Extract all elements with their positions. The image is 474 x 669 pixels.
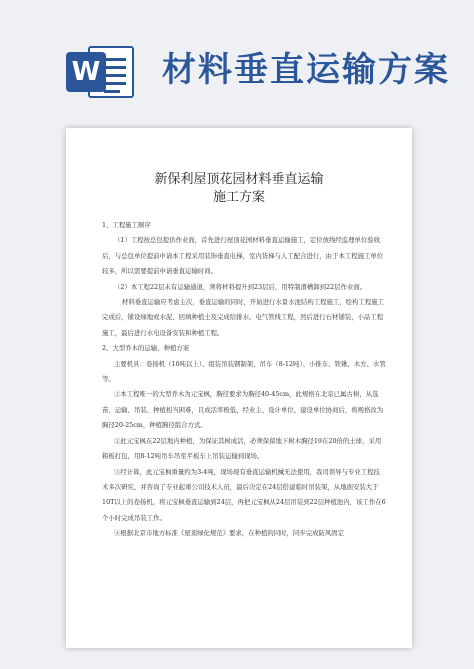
paragraph: ②此元宝枫在22层地内种植，为保证其树成活，必须保留地下树木胸径19在20倍的土球，采用箱板打包，用8-12吨吊车吊至平板车上吊装运输到现场。	[102, 436, 382, 461]
banner	[0, 0, 474, 120]
document-title-line2: 施工方案	[212, 190, 265, 205]
word-logo-icon	[66, 44, 136, 100]
word-badge: W	[66, 52, 106, 92]
paragraph: （2）本工程22层未有运输通道，须将材料提升到23层后，用特制滑槽卸到22层作业面。	[114, 282, 367, 291]
paragraph: ④根据北京市地方标准《屋顶绿化规范》要求，在种植的同时，同步完成防风固定	[114, 529, 345, 538]
section-heading: 2、大型乔木的运输、种植方案	[102, 344, 190, 353]
paragraph: 材料垂直运输应考虑主次，垂直运输的同时，开始进行水景水池结构工程施工，绘构工程施工完成后，铺设绿地或水泥、回填种植土及完成给排水、电气管线工程，然后进行石材铺装，小品工程施工，最后进行水电设备安装和种植工程。	[102, 298, 385, 337]
paragraph: ①本工程唯一的大型乔木为元宝枫，胸径要求为胸径40-45cm，此规格在北京已属古树，从选苗、运输、吊装、种植相当困难，且成活率极低，经业主、设计单位、建设单位协商后，将规格改为胸径20-25cm，种植胸径组合方式。	[102, 390, 384, 430]
banner-title: 材料垂直运输方案	[162, 50, 450, 90]
document-body	[102, 218, 386, 542]
paragraph: （1）工程按总包提供作业面，首先进行屋顶花园材料垂直运输施工，定位放线经监理单位验收后，与总包单位提前申请本工程采用装饰垂直电梯，室内货梯与人工配合进行，由于本工程施工单位较多，所以需要提前申请垂直运输时间。	[102, 236, 384, 276]
paragraph: 主要机具：卷扬机（10吨以上）、组装吊装钢制架、吊车（8-12吨）、小推车、铁锹、木方、水管等。	[102, 359, 386, 384]
paragraph: ③经计算，此元宝枫重量约为3-4吨，现场现有垂直运输机械无法使用，我司领导与专业工程技术多次研究，并咨询了专业起重公司技术人员，最后决定在24层搭建临时吊装架，从地面安装大于10T以上的卷扬机，将元宝枫垂直运输到24层，再把元宝枫从24层吊装到22层种植池内，该工作在6个小时完成吊装工作。	[102, 467, 386, 522]
document-page	[66, 128, 412, 648]
document-title-line1: 新保利屋顶花园材料垂直运输	[154, 172, 324, 187]
section-heading: 1、工程施工顺序	[102, 221, 151, 229]
